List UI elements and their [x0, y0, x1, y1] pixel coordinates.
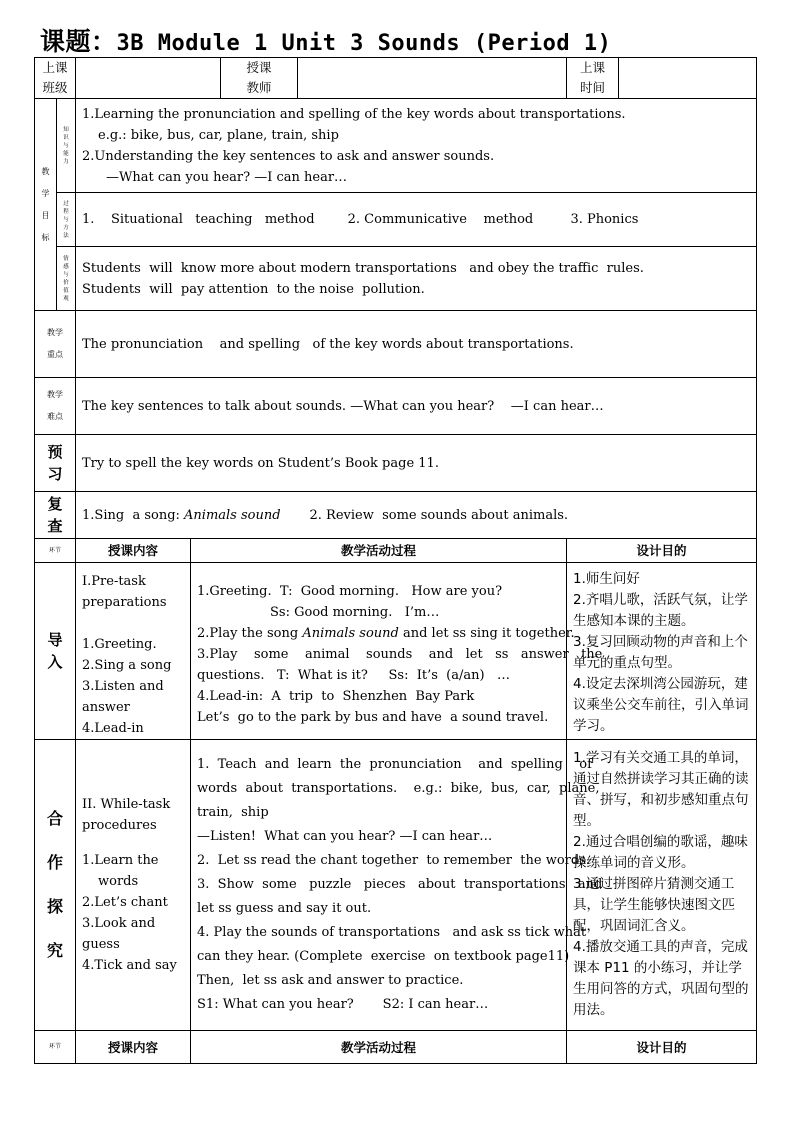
explore-content-2: procedures: [82, 818, 157, 833]
preview-label: [35, 435, 76, 492]
difficult-point-text: The key sentences to talk about sounds. —What can you hear? —I can hear…: [82, 398, 604, 414]
intro-content-7: answer: [82, 700, 130, 715]
key-point-text: The pronunciation and spelling of the key words about transportations.: [82, 336, 574, 352]
intro-purpose-1: 1.师生问好: [573, 571, 640, 587]
intro-process-1: 1.Greeting. T: Good morning. How are you?: [197, 583, 503, 599]
emotion-line-1: Students will know more about modern transportations and obey the traffic rules.: [82, 260, 644, 276]
explore-stage: [35, 740, 76, 1031]
explore-row: [35, 740, 757, 1031]
column-header-row: [35, 539, 757, 563]
knowledge-content: [76, 99, 757, 193]
intro-process-song: Animals sound: [302, 625, 399, 641]
explore-stage-text: 合作探究: [46, 809, 63, 960]
explore-process-3: train, ship: [197, 805, 269, 820]
teacher-label: [221, 58, 298, 99]
preview-row: [35, 435, 757, 492]
explore-content-6: 2.Let’s chant: [82, 895, 168, 910]
explore-content-4: 1.Learn the: [82, 853, 159, 868]
key-point-label: [35, 311, 76, 378]
difficult-point-label-text: 教学难点: [47, 390, 63, 421]
class-label: [35, 58, 76, 99]
explore-content-5: words: [98, 874, 139, 889]
review-row: [35, 492, 757, 539]
review-song-title: Animals sound: [184, 507, 281, 523]
intro-content-4: 1.Greeting.: [82, 637, 157, 652]
header-stage-repeat: 环节: [35, 1031, 76, 1064]
review-label: [35, 492, 76, 539]
class-value: [76, 58, 221, 99]
process-label-text: 过程与方法: [63, 200, 69, 239]
explore-process: [191, 740, 603, 1031]
intro-purpose-4: 4.设定去深圳湾公园游玩，建议乘坐公交车前往，引入单词学习。: [573, 676, 749, 734]
explore-process-8: 4. Play the sounds of transportations and ask ss tick what: [197, 925, 587, 940]
knowledge-line-3: 2.Understanding the key sentences to ask and answer sounds.: [82, 148, 495, 164]
process-label: [57, 193, 76, 247]
intro-stage: [35, 563, 76, 740]
knowledge-label-text: 知识与能力: [63, 126, 69, 165]
explore-process-6: 3. Show some puzzle pieces about transportations and: [197, 877, 603, 892]
key-point-label-text: 教学重点: [47, 328, 63, 359]
lesson-plan-table: [34, 57, 757, 1064]
explore-purpose-2: 2.通过合唱创编的歌谣，趣味操练单词的音义形。: [573, 834, 748, 871]
info-row: [35, 58, 757, 99]
knowledge-line-4: —What can you hear? —I can hear…: [106, 169, 348, 185]
explore-process-4: —Listen! What can you hear? —I can hear…: [197, 829, 493, 844]
knowledge-label: [57, 99, 76, 193]
explore-process-11: S1: What can you hear? S2: I can hear…: [197, 997, 489, 1012]
review-text-a: 1.Sing a song:: [82, 507, 185, 523]
intro-process-7: Let’s go to the park by bus and have a sound travel.: [197, 709, 549, 725]
emotion-label: [57, 247, 76, 311]
explore-content-1: II. While-task: [82, 797, 171, 812]
knowledge-line-1: 1.Learning the pronunciation and spelling of the key words about transportations.: [82, 106, 626, 122]
objective-process-row: [35, 193, 757, 247]
header-stage: 环节: [35, 539, 76, 563]
header-purpose: 设计目的: [567, 539, 757, 563]
time-label: [567, 58, 619, 99]
key-point-content: [76, 311, 757, 378]
explore-purpose-1: 1.学习有关交通工具的单词，通过自然拼读学习其正确的读音、拼写，和初步感知重点句型。: [573, 750, 749, 829]
objective-emotion-row: [35, 247, 757, 311]
intro-process-5: questions. T: What is it? Ss: It’s (a/an) …: [197, 667, 510, 683]
intro-row: [35, 563, 757, 740]
intro-process: [191, 563, 603, 740]
intro-stage-text: 导入: [47, 631, 63, 671]
objectives-side-label: [35, 99, 57, 311]
emotion-label-text: 情感与价值观: [63, 255, 69, 302]
intro-process-2: Ss: Good morning. I’m…: [270, 604, 440, 620]
teacher-label-text: 授课 教师: [246, 60, 272, 95]
explore-process-1: 1. Teach and learn the pronunciation and spelling of: [197, 757, 592, 772]
difficult-point-label: [35, 378, 76, 435]
objectives-side-text: 教学目标: [41, 166, 50, 242]
explore-process-2: words about transportations. e.g.: bike, bus, car, plane,: [197, 781, 600, 796]
explore-process-9: can they hear. (Complete exercise on textbook page11): [197, 949, 570, 964]
intro-content-1: I.Pre-task: [82, 574, 146, 589]
review-content: [76, 492, 757, 539]
preview-text: Try to spell the key words on Student’s Book page 11.: [82, 455, 439, 471]
intro-content-8: 4.Lead-in: [82, 721, 144, 736]
class-label-text: 上课 班级: [42, 60, 68, 95]
time-label-text: 上课 时间: [580, 60, 606, 95]
intro-content-5: 2.Sing a song: [82, 658, 172, 673]
emotion-content: [76, 247, 757, 311]
intro-content-6: 3.Listen and: [82, 679, 164, 694]
explore-process-7: let ss guess and say it out.: [197, 901, 372, 916]
column-header-row-repeat: [35, 1031, 757, 1064]
objective-knowledge-row: [35, 99, 757, 193]
difficult-point-row: [35, 378, 757, 435]
process-content: [76, 193, 757, 247]
lesson-title: 课题：3B Module 1 Unit 3 Sounds (Period 1): [40, 27, 612, 56]
review-label-text: 复查: [47, 495, 63, 535]
process-text: 1. Situational teaching method 2. Communicative method 3. Phonics: [82, 212, 639, 227]
review-text-b: 2. Review some sounds about animals.: [280, 507, 569, 523]
preview-label-text: 预习: [47, 443, 63, 483]
difficult-point-content: [76, 378, 757, 435]
intro-content-spacer: [82, 613, 184, 634]
intro-process-3b: and let ss sing it together.: [398, 625, 575, 641]
explore-content-7: 3.Look and: [82, 916, 156, 931]
explore-purpose-3: 3.通过拼图碎片猜测交通工具，让学生能够快速图文匹配，巩固词汇含义。: [573, 876, 736, 934]
header-content: 授课内容: [76, 539, 191, 563]
teacher-value: [298, 58, 567, 99]
explore-purpose-4: 4.播放交通工具的声音，完成课本 P11 的小练习，并让学生用问答的方式，巩固句型的用法。: [573, 939, 749, 1018]
explore-content-spacer: [82, 836, 184, 850]
explore-process-5: 2. Let ss read the chant together to remember the words.: [197, 853, 590, 868]
emotion-line-2: Students will pay attention to the noise pollution.: [82, 281, 425, 297]
intro-purpose-2: 2.齐唱儿歌，活跃气氛，让学生感知本课的主题。: [573, 592, 748, 629]
header-process-repeat: 教学活动过程: [191, 1031, 567, 1064]
explore-content-8: guess: [82, 937, 120, 952]
intro-process-6: 4.Lead-in: A trip to Shenzhen Bay Park: [197, 688, 475, 704]
header-content-repeat: 授课内容: [76, 1031, 191, 1064]
time-value: [619, 58, 757, 99]
knowledge-line-2: e.g.: bike, bus, car, plane, train, ship: [98, 127, 339, 143]
preview-content: [76, 435, 757, 492]
intro-purpose-3: 3.复习回顾动物的声音和上个单元的重点句型。: [573, 634, 748, 671]
intro-purpose: [567, 563, 757, 740]
explore-content-9: 4.Tick and say: [82, 958, 177, 973]
intro-content: [76, 563, 191, 740]
header-purpose-repeat: 设计目的: [567, 1031, 757, 1064]
intro-process-3a: 2.Play the song: [197, 625, 303, 641]
key-point-row: [35, 311, 757, 378]
explore-process-10: Then, let ss ask and answer to practice.: [197, 973, 464, 988]
intro-content-2: preparations: [82, 595, 167, 610]
explore-content: [76, 740, 191, 1031]
header-process: 教学活动过程: [191, 539, 567, 563]
explore-purpose: [567, 740, 757, 1031]
intro-process-4: 3.Play some animal sounds and let ss answer the: [197, 646, 603, 662]
